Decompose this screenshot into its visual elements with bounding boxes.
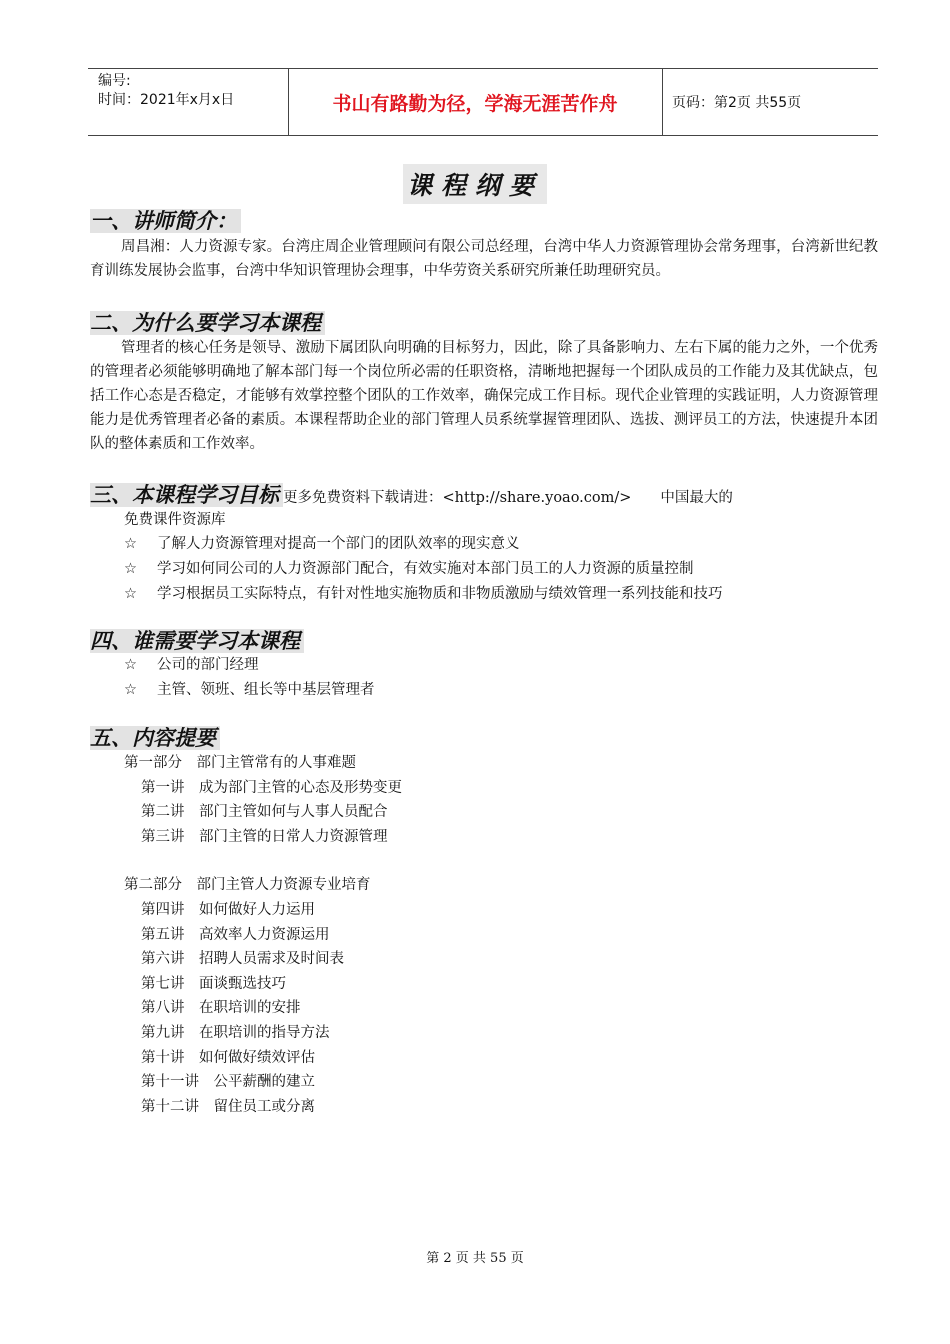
section-5-heading: 五、内容提要 [90,726,220,750]
lecture-title: 高效率人力资源运用 [199,926,330,943]
lecture-row [124,1070,402,1095]
lecture-title: 如何做好人力运用 [199,901,315,918]
part-row [124,751,402,776]
objective-text: 学习根据员工实际特点，有针对性地实施物质和非物质激励与绩效管理一系列技能和技巧 [157,586,723,602]
section-3-heading: 三、本课程学习目标 [90,483,283,507]
star-icon: ☆ [124,586,137,602]
download-link-text[interactable]: 更多免费资料下载请进：<http://share.yoao.com/> 中国最大的 [283,490,733,506]
star-icon: ☆ [124,657,137,673]
lecture-title: 部门主管的日常人力资源管理 [199,828,388,845]
lecture-label: 第十讲 [141,1049,185,1066]
header-motto: 书山有路勤为径，学海无涯苦作舟 [332,92,618,115]
time-label: 时间：2021年x月x日 [98,92,235,108]
list-item [124,532,723,557]
lecture-row [124,923,402,948]
header-meta [88,69,288,135]
audience-list [124,653,375,703]
lecture-title: 公平薪酬的建立 [213,1074,315,1091]
code-label: 编号: [98,73,131,89]
section-heading [90,208,241,234]
list-item [124,678,375,703]
section-heading [90,725,220,751]
lecture-row [124,1021,402,1046]
lecture-label: 第八讲 [141,1000,185,1017]
page-title-wrap [0,164,950,204]
star-icon: ☆ [124,536,137,552]
lecture-title: 面谈甄选技巧 [199,975,286,992]
content-outline [124,751,402,1119]
list-item [124,582,723,607]
list-item [124,557,723,582]
section-1-text [90,235,878,283]
section-1-heading: 一、讲师简介： [90,209,241,233]
download-link-cont: 免费课件资源库 [124,512,226,528]
lecture-label: 第七讲 [141,975,185,992]
lecture-label: 第五讲 [141,926,185,943]
part-title: 部门主管人力资源专业培育 [196,877,371,894]
objective-text: 了解人力资源管理对提高一个部门的团队效率的现实意义 [157,536,520,552]
star-icon: ☆ [124,561,137,577]
objective-text: 学习如何同公司的人力资源部门配合，有效实施对本部门员工的人力资源的质量控制 [157,561,694,577]
header-page-label: 页码：第2页 共55页 [672,95,802,111]
objectives-list [124,532,723,607]
section-2-heading: 二、为什么要学习本课程 [90,311,325,335]
section-heading [90,628,304,654]
lecture-row [124,1095,402,1120]
lecture-label: 第四讲 [141,901,185,918]
lecture-label: 第六讲 [141,951,185,968]
audience-text: 公司的部门经理 [157,657,259,673]
section-heading [90,482,733,511]
header-divider [662,69,663,135]
lecture-title: 部门主管如何与人事人员配合 [199,804,388,821]
lecture-row [124,947,402,972]
star-icon: ☆ [124,682,137,698]
lecture-title: 在职培训的指导方法 [199,1024,330,1041]
lecture-row [124,996,402,1021]
section-heading [90,310,325,336]
footer-page-number: 第 2 页 共 55 页 [426,1251,524,1266]
lecture-row [124,776,402,801]
lecture-row [124,1046,402,1071]
lecture-title: 招聘人员需求及时间表 [199,951,344,968]
section-4-heading: 四、谁需要学习本课程 [90,629,304,653]
document-header [88,68,878,136]
lecture-label: 第九讲 [141,1024,185,1041]
lecture-row [124,800,402,825]
lecture-label: 第十二讲 [141,1098,199,1115]
part-row [124,873,402,898]
part-title: 部门主管常有的人事难题 [196,755,356,771]
audience-text: 主管、领班、组长等中基层管理者 [157,682,375,698]
course-rationale: 管理者的核心任务是领导、激励下属团队向明确的目标努力，因此，除了具备影响力、左右下属的能力之外，一个优秀的管理者必须能够明确地了解本部门每一个岗位所必需的任职资格，清晰地把握每一个团队成员的工作能力及其优缺点，包括工作心态是否稳定，才能够有效掌控整个团队的工作效率，确保完成工作目标。现代企业管理的实践证明，人力资源管理能力是优秀管理者必备的素质。本课程帮助企业的部门管理人员系统掌握管理团队、选拔、测评员工的方法，快速提升本团队的整体素质和工作效率。 [90,340,878,452]
section-2-text [90,336,878,456]
lecture-row [124,898,402,923]
lecture-label: 第二讲 [141,804,185,821]
lecture-title: 如何做好绩效评估 [199,1049,315,1066]
lecture-title: 在职培训的安排 [199,1000,301,1017]
instructor-bio: 周昌湘：人力资源专家。台湾庄周企业管理顾问有限公司总经理，台湾中华人力资源管理协会常务理事，台湾新世纪教育训练发展协会监事，台湾中华知识管理协会理事，中华劳资关系研究所兼任助理研究员。 [90,239,878,279]
lecture-title: 成为部门主管的心态及形势变更 [199,779,402,796]
lecture-label: 第十一讲 [141,1074,199,1091]
header-divider [288,69,289,135]
part-label: 第一部分 [124,755,182,771]
page-footer [0,1247,950,1266]
lecture-row [124,825,402,850]
lecture-title: 留住员工或分离 [213,1098,315,1115]
part-label: 第二部分 [124,877,182,894]
lecture-label: 第一讲 [141,779,185,796]
list-item [124,653,375,678]
lecture-label: 第三讲 [141,828,185,845]
page-title: 课程纲要 [403,164,547,204]
lecture-row [124,972,402,997]
